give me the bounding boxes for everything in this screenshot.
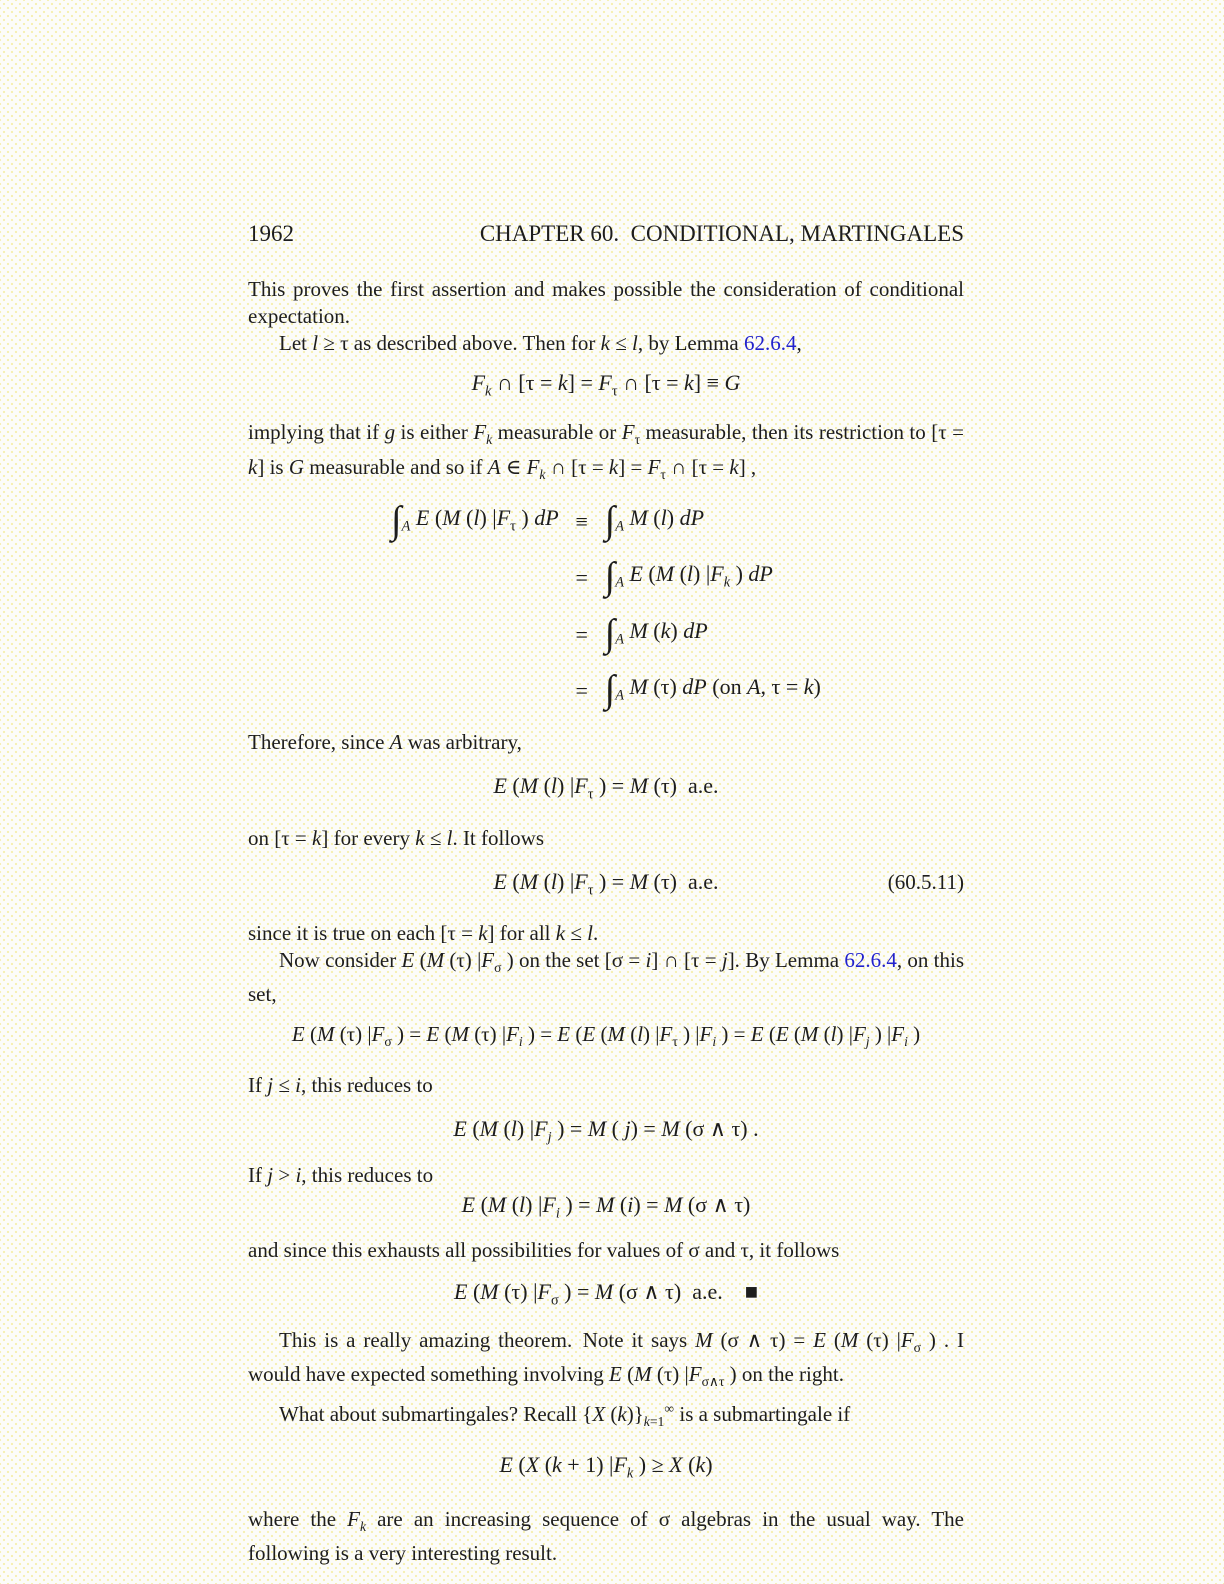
equation-number: (60.5.11) <box>887 869 964 894</box>
equation-j-le-i: E (M (l) $|F_j$ ) = M ( j) = M (σ ∧ τ) . <box>453 1116 759 1146</box>
page-content <box>248 222 964 1567</box>
paragraph-on-tau-k: on [τ = k] for every k ≤ l. It follows <box>248 825 545 850</box>
page-number: 1962 <box>248 221 294 246</box>
align-rhs-4: $\int_A$ M (τ) dP (on A, τ = k) <box>604 668 821 711</box>
equation-mtau-ae-numbered-body: E (M (l) $|F_\tau$ ) = M (τ) a.e. <box>493 868 719 899</box>
align-lhs: $\int_A$ E (M (l) $|F_\tau$ ) dP <box>391 499 559 542</box>
equation-sigma-algebra-identity: $F_k$ ∩ $[\tau = k] = F_\tau$ ∩ [τ = k] ≡ G <box>471 370 741 400</box>
paragraph-if-j-gt-i: If j > i, this reduces to <box>248 1162 434 1187</box>
paragraph-exhausts: and since this exhausts all possibilities for values of σ and τ, it follows <box>248 1238 840 1263</box>
paragraph-let-l-tail: , <box>796 331 802 355</box>
paragraph-now-consider-text: Now consider E (M (τ) $|F_\sigma$ ) on the set [σ = i] ∩ [τ = j]. By Lemma <box>279 948 845 976</box>
equation-nested-conditional: E (M (τ) $|F_\sigma$ ) = E (M (τ) $|F_i$ ) = E (E (M (l) $|F_\tau$ ) $|F_i$ ) = E (E (M (l) $|F_j$ ) $|F_i$ ) <box>291 1022 921 1050</box>
paragraph-since-true: since it is true on each [τ = k] for all k ≤ l. <box>248 921 599 946</box>
page-header <box>248 222 964 246</box>
equation-integral-align-block <box>391 498 821 716</box>
paragraph-let-l-text: Let l ≥ τ as described above. Then for k ≤ l, by Lemma <box>279 331 744 355</box>
paragraph-increasing-sequence: where the $F_k$ are an increasing sequence of σ algebras in the usual way. The following is a very interesting result. <box>248 1506 964 1565</box>
align-rhs-3: $\int_A$ M (k) dP <box>604 612 708 655</box>
paragraph-if-j-le-i: If j ≤ i, this reduces to <box>248 1073 433 1098</box>
equation-j-gt-i: E (M (l) $|F_i$ ) = M (i) = M (σ ∧ τ) <box>461 1191 751 1222</box>
paragraph-now-consider-tail: , on this set, <box>248 948 965 1007</box>
paragraph-therefore: Therefore, since A was arbitrary, <box>248 730 522 755</box>
lemma-link-1[interactable]: 62.6.4 <box>744 331 797 355</box>
equation-mtau-ae: E (M (l) $|F_\tau$ ) = M (τ) a.e. <box>493 773 719 803</box>
align-rhs-2: $\int_A$ E (M (l) $|F_k$ ) dP <box>604 555 773 598</box>
chapter-title: CHAPTER 60. CONDITIONAL, MARTINGALES <box>479 221 964 246</box>
paragraph-submartingales: What about submartingales? Recall {X $(k)\}_{k=1}^\infty$ is a submartingale if <box>279 1401 851 1430</box>
paragraph-let-l <box>248 330 964 357</box>
align-rel-1: ≡ <box>575 508 588 534</box>
align-rel-4: = <box>575 678 588 704</box>
paragraph-amazing-theorem: This is a really amazing theorem. Note it says M (σ ∧ τ) = E (M (τ) $|F_\sigma$ ) . I would have expected something involving E (M (τ) $|F_{\sigma\wedge\tau}$ ) on the right. <box>248 1327 964 1390</box>
align-rel-3: = <box>575 621 588 647</box>
equation-submartingale-def: E (X (k + 1) $|F_k$ ) ≥ X (k) <box>499 1452 713 1482</box>
equation-mtau-ae-numbered <box>248 868 964 904</box>
paragraph-implying: implying that if g is either $F_k$ measurable or $F_\tau$ measurable, then its restriction to [τ = k] is G measurable and so if A ∈ $F_k$ ∩ $[\tau = k] = F_\tau$ ∩ [τ = k] , <box>248 420 964 482</box>
align-rel-2: = <box>575 565 588 591</box>
paragraph-proof-intro: This proves the first assertion and makes possible the consideration of conditional expectation. <box>248 277 964 328</box>
lemma-link-2[interactable]: 62.6.4 <box>844 948 897 973</box>
align-rhs-1: $\int_A$ M (l) dP <box>604 499 705 542</box>
paragraph-now-consider <box>248 947 964 1008</box>
equation-final-ae-qed: E (M (τ) $|F_\sigma$ ) = M (σ ∧ τ) a.e. ■ <box>453 1279 759 1309</box>
